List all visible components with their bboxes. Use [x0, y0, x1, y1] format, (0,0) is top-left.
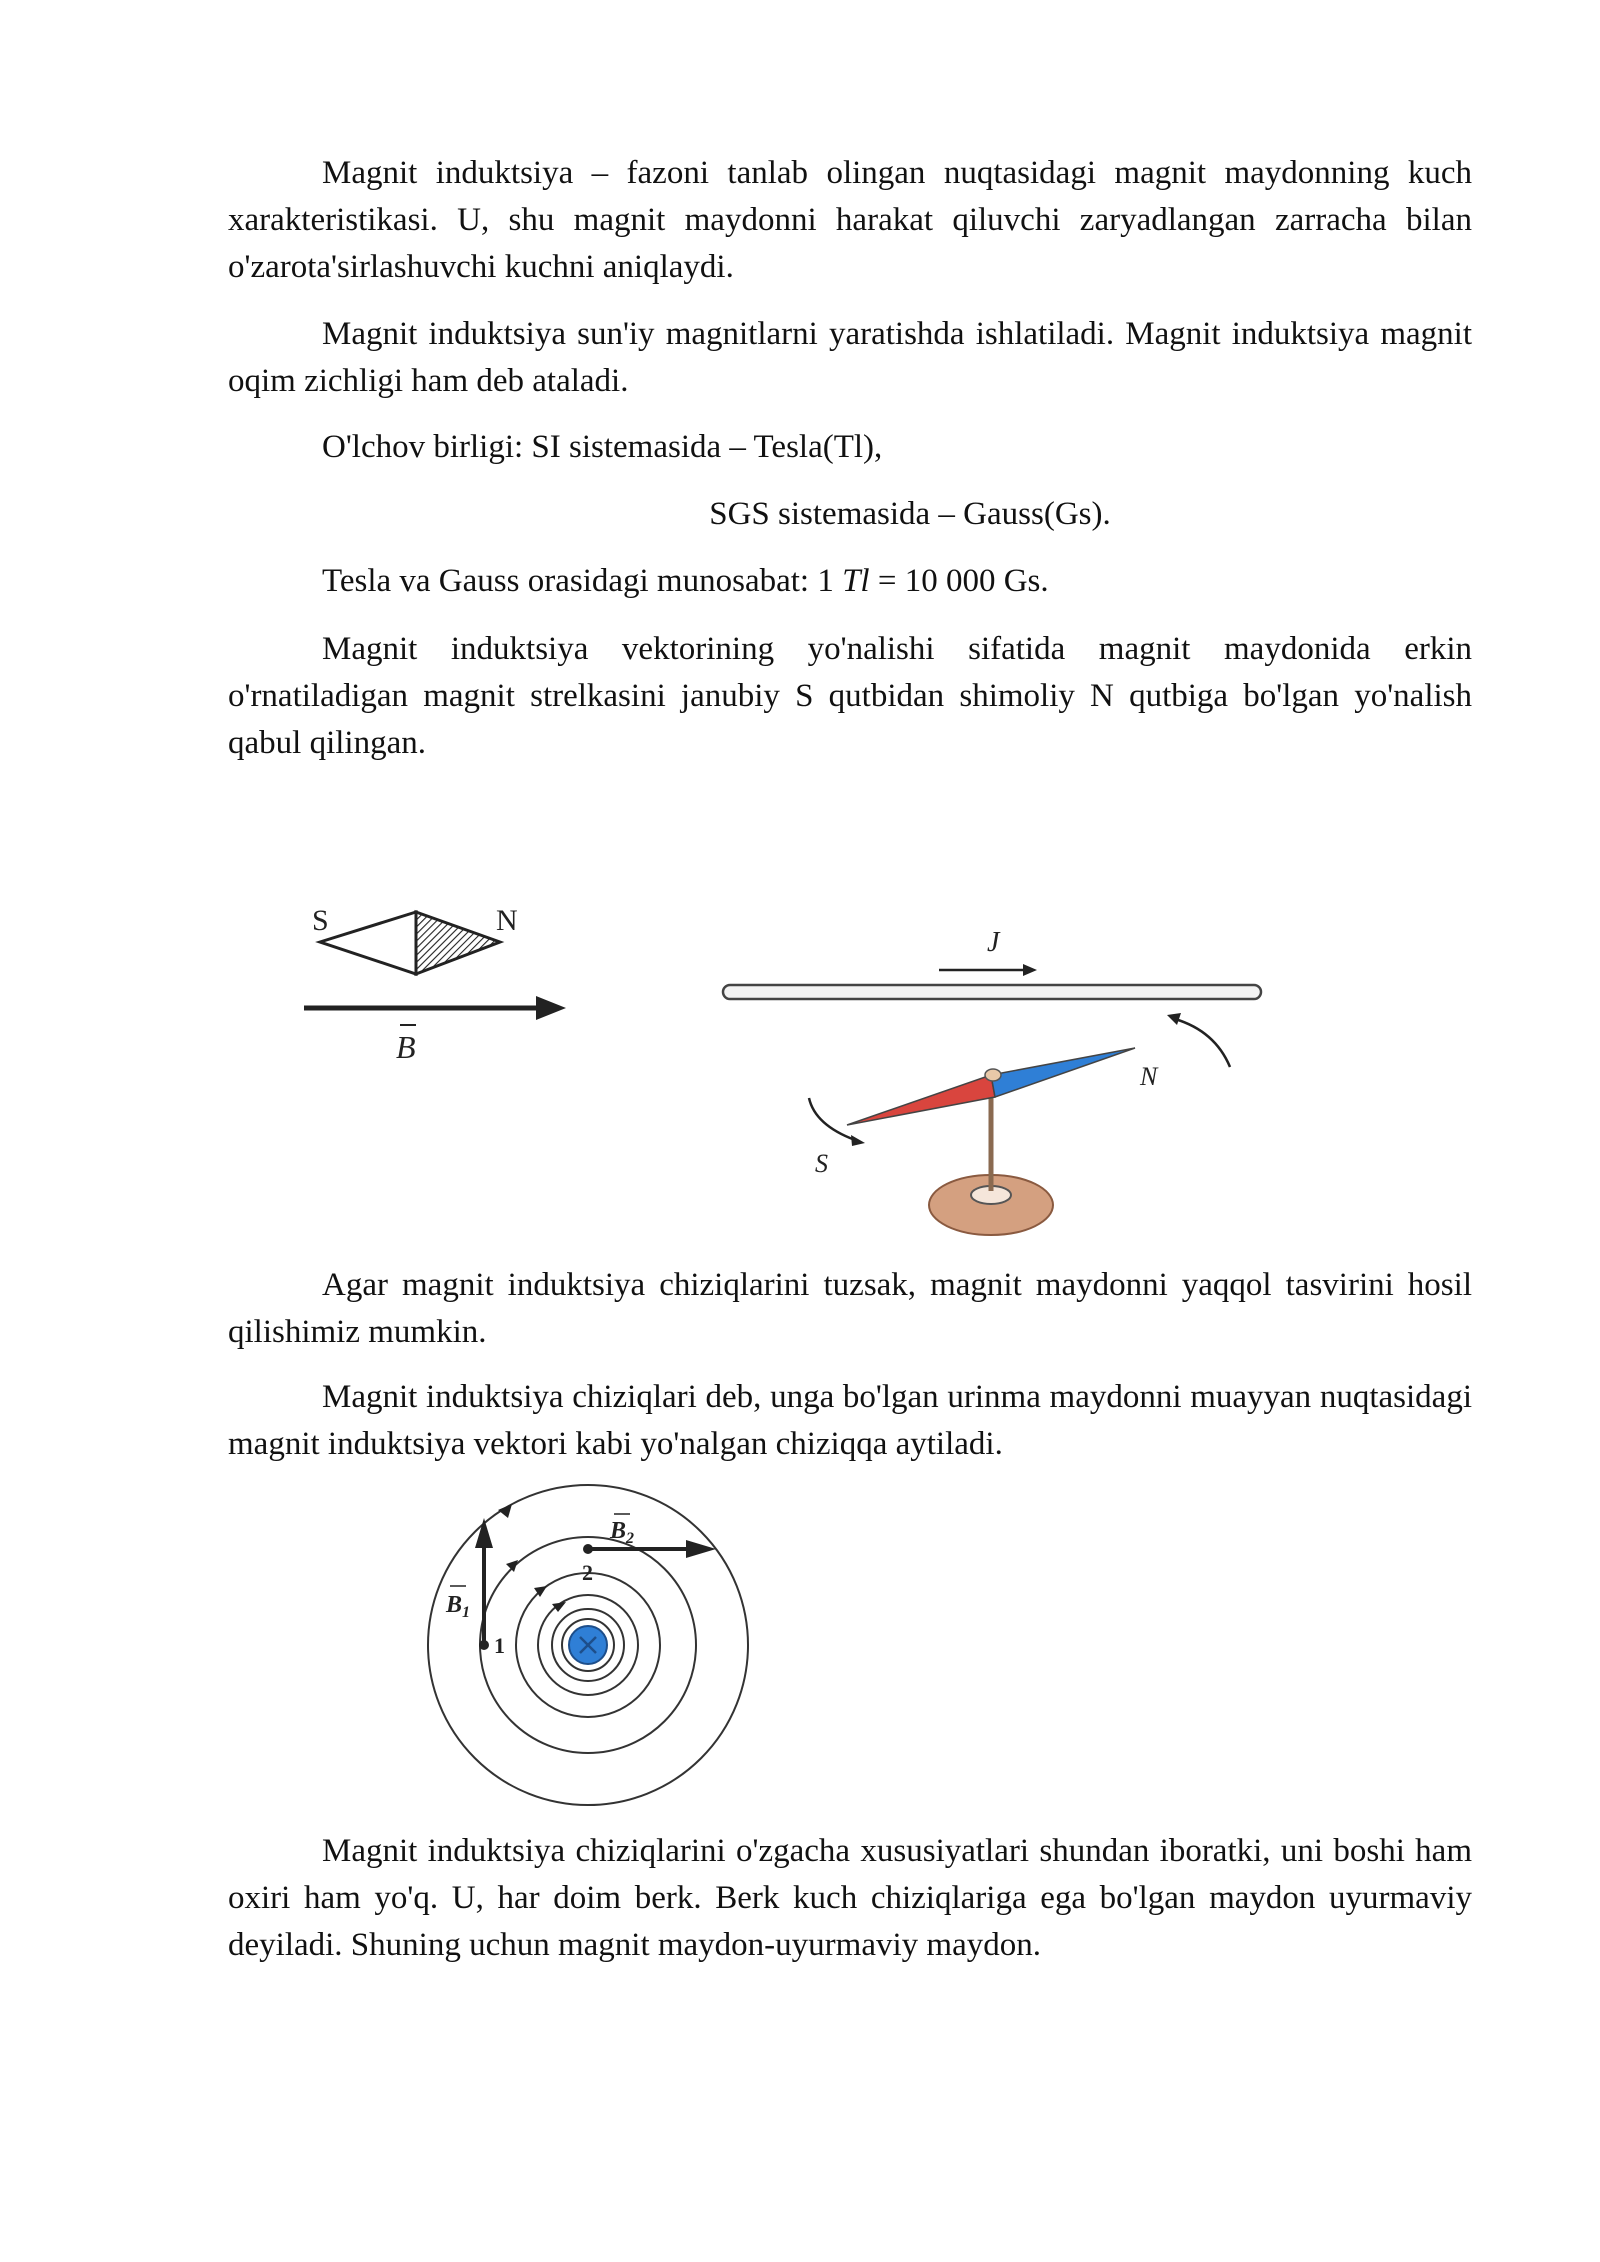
- point-1-label: 1: [494, 1633, 505, 1658]
- paragraph-relation: [228, 558, 1472, 605]
- needle-south-half: [320, 912, 416, 974]
- relation-suffix: = 10 000 Gs.: [869, 563, 1049, 599]
- vector-b1-letter: B: [446, 1592, 463, 1618]
- vector-b1-label: [445, 1592, 470, 1621]
- paragraph-units-sgs: [228, 491, 1472, 538]
- wire-needle-south: [847, 1075, 995, 1125]
- vector-b1-arrowhead: [475, 1518, 493, 1548]
- vector-b2-label: [609, 1518, 634, 1547]
- figure-field-lines: [420, 1490, 760, 1820]
- paragraph-direction: Magnit induktsiya vektorining yo'nalishi sifatida magnit maydonida erkin o'rnatiladigan magnit strelkasini janubiy S qutbidan shimoliy N qutbiga bo'lgan yo'nalish qabul qilingan.: [228, 631, 1472, 761]
- relation-prefix: Tesla va Gauss orasidagi munosabat: 1: [322, 563, 843, 599]
- paragraph-lines-properties: Magnit induktsiya chiziqlarini o'zgacha xususiyatlari shundan iboratki, uni boshi ham oxiri ham yo'q. U, har doim berk. Berk kuch chiziqlariga ega bo'lgan maydon uyurmaviy deyiladi. Shuning uchun magnit maydon-uyurmaviy maydon.: [228, 1833, 1472, 1963]
- vector-b-arrowhead: [536, 996, 566, 1020]
- needle-label-n: N: [496, 904, 518, 937]
- wire-label-n: N: [1140, 1062, 1158, 1091]
- paragraph-lines-intro: Agar magnit induktsiya chiziqlarini tuzsak, magnit maydonni yaqqol tasvirini hosil qilishimiz mumkin.: [228, 1267, 1472, 1350]
- figure-wire-needle: [715, 915, 1275, 1235]
- vector-b2-letter: B: [610, 1518, 627, 1544]
- needle-label-s: S: [312, 904, 329, 937]
- paragraph-usage: Magnit induktsiya sun'iy magnitlarni yaratishda ishlatiladi. Magnit induktsiya magnit oqim zichligi ham deb ataladi.: [228, 316, 1472, 399]
- units-sgs-text: SGS sistemasida – Gauss(Gs).: [709, 496, 1111, 532]
- wire-label-s: S: [815, 1149, 828, 1178]
- south-motion-arrowhead: [851, 1135, 865, 1146]
- current-arrowhead: [1023, 964, 1037, 976]
- paragraph-definition: Magnit induktsiya – fazoni tanlab olingan nuqtasidagi magnit maydonning kuch xarakteristikasi. U, shu magnit maydonni harakat qiluvchi zaryadlangan zarracha bilan o'zarota'sirlashuvchi kuchni aniqlaydi.: [228, 155, 1472, 285]
- wire: [723, 985, 1261, 999]
- figure-needle-vector: [290, 890, 590, 1070]
- vector-b1-subscript: 1: [462, 1604, 471, 1621]
- vector-b2-subscript: 2: [626, 1530, 635, 1547]
- current-label: J: [987, 927, 1000, 958]
- field-direction-arrow-outer: [498, 1504, 512, 1518]
- vector-b-label: B: [396, 1029, 416, 1065]
- field-direction-arrow-4: [506, 1560, 518, 1572]
- paragraph-units-si: O'lchov birligi: SI sistemasida – Tesla(Tl),: [322, 429, 883, 465]
- relation-unit-italic: Tl: [842, 563, 870, 599]
- north-motion-arc: [1175, 1019, 1230, 1067]
- needle-north-half: [416, 912, 500, 974]
- south-motion-arc: [809, 1098, 855, 1140]
- north-motion-arrowhead: [1167, 1013, 1181, 1025]
- point-2-label: 2: [582, 1560, 593, 1585]
- wire-needle-north: [991, 1048, 1135, 1097]
- paragraph-lines-definition: Magnit induktsiya chiziqlari deb, unga bo'lgan urinma maydonni muayyan nuqtasidagi magnit induktsiya vektori kabi yo'nalgan chiziqqa aytiladi.: [228, 1379, 1472, 1462]
- point-1-dot: [479, 1640, 489, 1650]
- needle-pivot-cap: [985, 1069, 1001, 1081]
